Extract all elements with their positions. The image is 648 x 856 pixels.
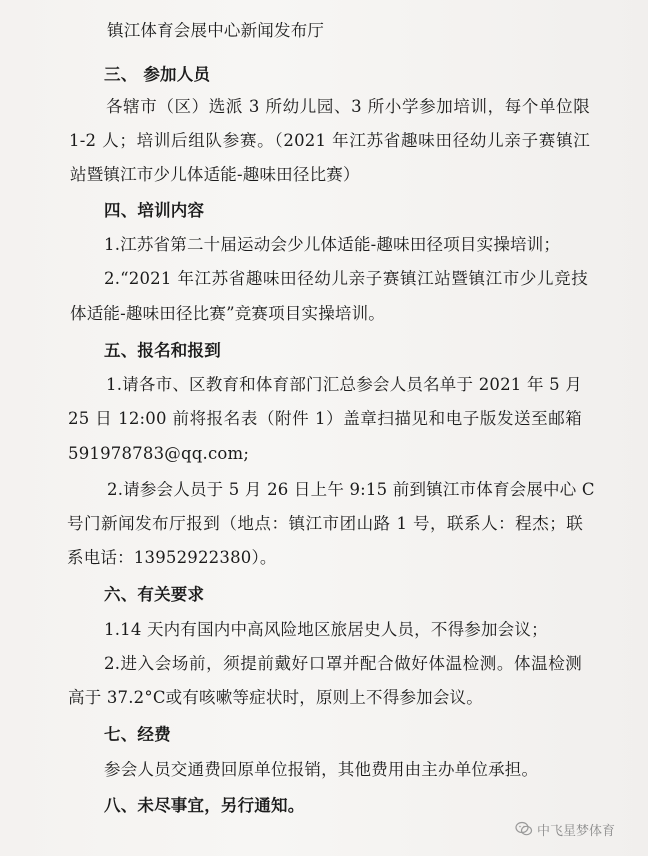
section-6-item-2-line-2: 高于 37.2°C或有咳嗽等症状时，原则上不得参加会议。 (68, 688, 483, 707)
section-5-heading: 五、报名和报到 (104, 341, 221, 360)
section-6-heading: 六、有关要求 (104, 585, 205, 604)
section-4-item-2-line-1: 2.“2021 年江苏省趣味田径幼儿亲子赛镇江站暨镇江市少儿竞技 (104, 269, 588, 288)
section-7-para: 参会人员交通费回原单位报销，其他费用由主办单位承担。 (104, 760, 539, 779)
section-5-item-2-line-2: 号门新闻发布厅报到（地点：镇江市团山路 1 号，联系人：程杰；联 (67, 514, 583, 533)
section-3-para-line-2: 1-2 人；培训后组队参赛。（2021 年江苏省趣味田径幼儿亲子赛镇江 (69, 131, 590, 150)
section-5-item-1-line-2: 25 日 12:00 前将报名表（附件 1）盖章扫描见和电子版发送至邮箱 (68, 409, 582, 428)
section-5-item-2-line-1: 2.请参会人员于 5 月 26 日上午 9:15 前到镇江市体育会展中心 C (107, 480, 595, 499)
section-3-heading: 三、 参加人员 (104, 65, 211, 84)
section-4-heading: 四、培训内容 (104, 201, 205, 220)
section-3-para-line-3: 站暨镇江市少儿体适能-趣味田径比赛） (70, 165, 360, 184)
section-4-item-2-line-2: 体适能-趣味田径比赛”竞赛项目实操培训。 (70, 304, 386, 323)
section-4-item-1: 1.江苏省第二十届运动会少儿体适能-趣味田径项目实操培训； (104, 235, 561, 254)
watermark (515, 816, 640, 842)
section-5-item-1-line-1: 1.请各市、区教育和体育部门汇总参会人员名单于 2021 年 5 月 (106, 375, 582, 394)
section-5-item-2-line-3: 系电话：13952922380）。 (67, 548, 277, 567)
watermark-label: 中飞星梦体育 (537, 823, 616, 839)
section-3-para-line-1: 各辖市（区）选派 3 所幼儿园、3 所小学参加培训，每个单位限 (106, 97, 590, 116)
wechat-icon (515, 821, 533, 837)
venue-line: 镇江体育会展中心新闻发布厅 (107, 21, 325, 40)
section-8-heading: 八、未尽事宜，另行通知。 (104, 796, 305, 815)
section-7-heading: 七、经费 (104, 725, 171, 744)
email-address: 591978783@qq.com; (68, 444, 250, 463)
section-6-item-2-line-1: 2.进入会场前，须提前戴好口罩并配合做好体温检测。体温检测 (104, 654, 582, 673)
section-6-item-1: 1.14 天内有国内中高风险地区旅居史人员，不得参加会议； (104, 620, 548, 639)
